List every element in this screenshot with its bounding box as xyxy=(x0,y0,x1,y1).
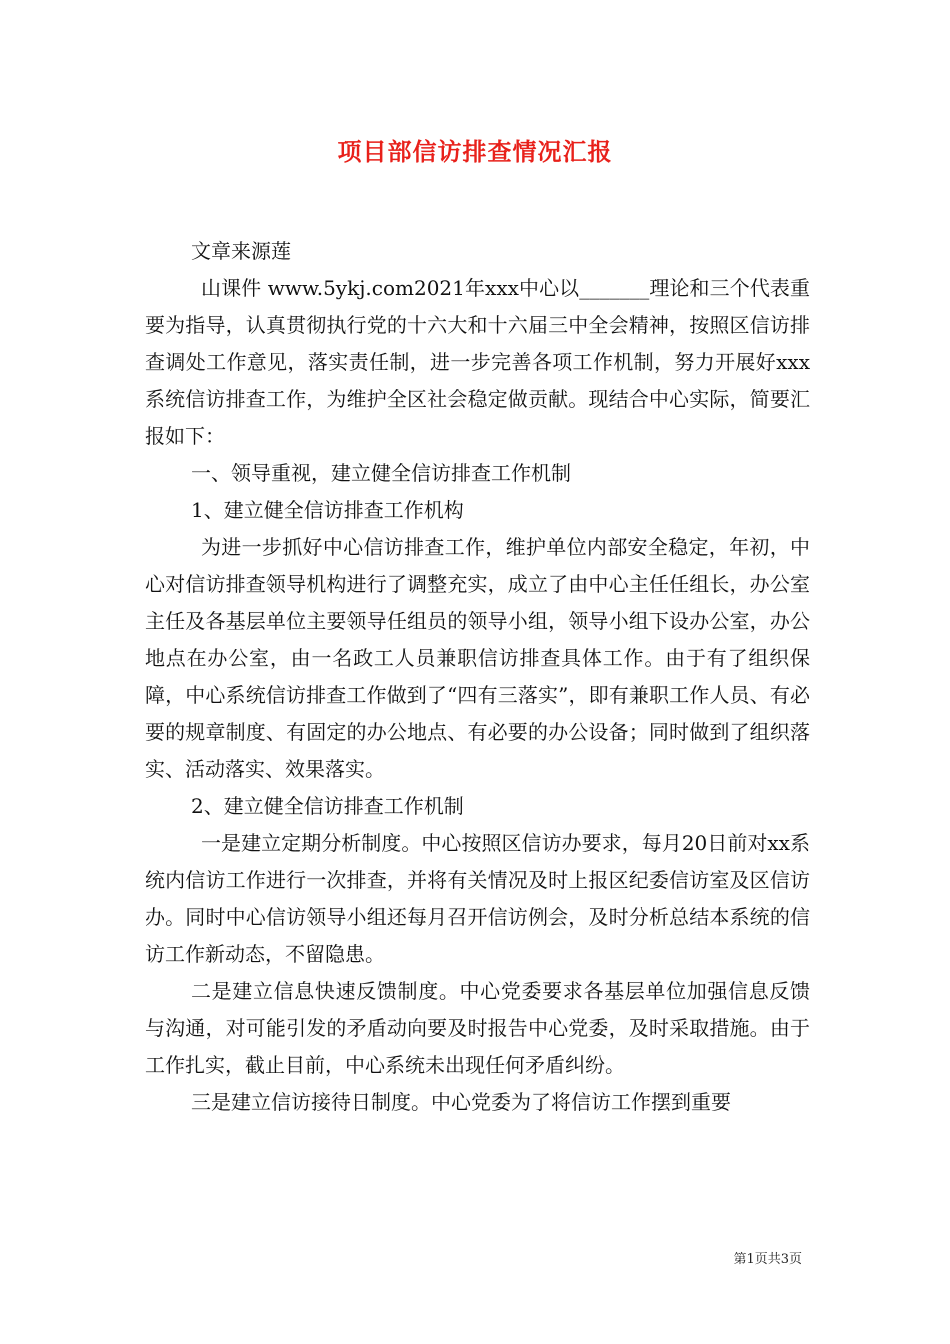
paragraph-organization: 为进一步抓好中心信访排查工作，维护单位内部安全稳定，年初，中心对信访排查领导机构进行了调整充实，成立了由中心主任任组长，办公室主任及各基层单位主要领导任组员的领导小组，领导小组下设办公室，办公地点在办公室，由一名政工人员兼职信访排查具体工作。由于有了组织保障，中心系统信访排查工作做到了“四有三落实”，即有兼职工作人员、有必要的规章制度、有固定的办公地点、有必要的办公设备；同时做到了组织落实、活动落实、效果落实。 xyxy=(145,535,810,781)
paragraph-reception-day: 三是建立信访接待日制度。中心党委为了将信访工作摆到重要 xyxy=(191,1090,731,1114)
paragraph-analysis-system: 一是建立定期分析制度。中心按照区信访办要求，每月20日前对xx系统内信访工作进行一次排查，并将有关情况及时上报区纪委信访室及区信访办。同时中心信访领导小组还每月召开信访例会，及时分析总结本系统的信访工作新动态，不留隐患。 xyxy=(145,831,810,966)
document-title: 项目部信访排查情况汇报 xyxy=(337,137,613,166)
paragraph-feedback-system: 二是建立信息快速反馈制度。中心党委要求各基层单位加强信息反馈与沟通，对可能引发的矛盾动向要及时报告中心党委，及时采取措施。由于工作扎实，截止目前，中心系统未出现任何矛盾纠纷。 xyxy=(145,979,810,1077)
document-body xyxy=(145,233,810,1121)
page-indicator: 第1页共3页 xyxy=(733,1252,802,1267)
heading-subsection-2: 2、建立健全信访排查工作机制 xyxy=(191,794,464,818)
heading-section-1: 一、领导重视，建立健全信访排查工作机制 xyxy=(191,461,571,485)
paragraph-source: 文章来源莲 xyxy=(191,239,291,263)
paragraph-intro: 山课件 www.5ykj.com2021年xxx中心以_______理论和三个代表重要为指导，认真贯彻执行党的十六大和十六届三中全会精神，按照区信访排查调处工作意见，落实责任制，进一步完善各项工作机制，努力开展好xxx系统信访排查工作，为维护全区社会稳定做贡献。现结合中心实际，简要汇报如下： xyxy=(145,276,810,448)
heading-subsection-1: 1、建立健全信访排查工作机构 xyxy=(191,498,464,522)
